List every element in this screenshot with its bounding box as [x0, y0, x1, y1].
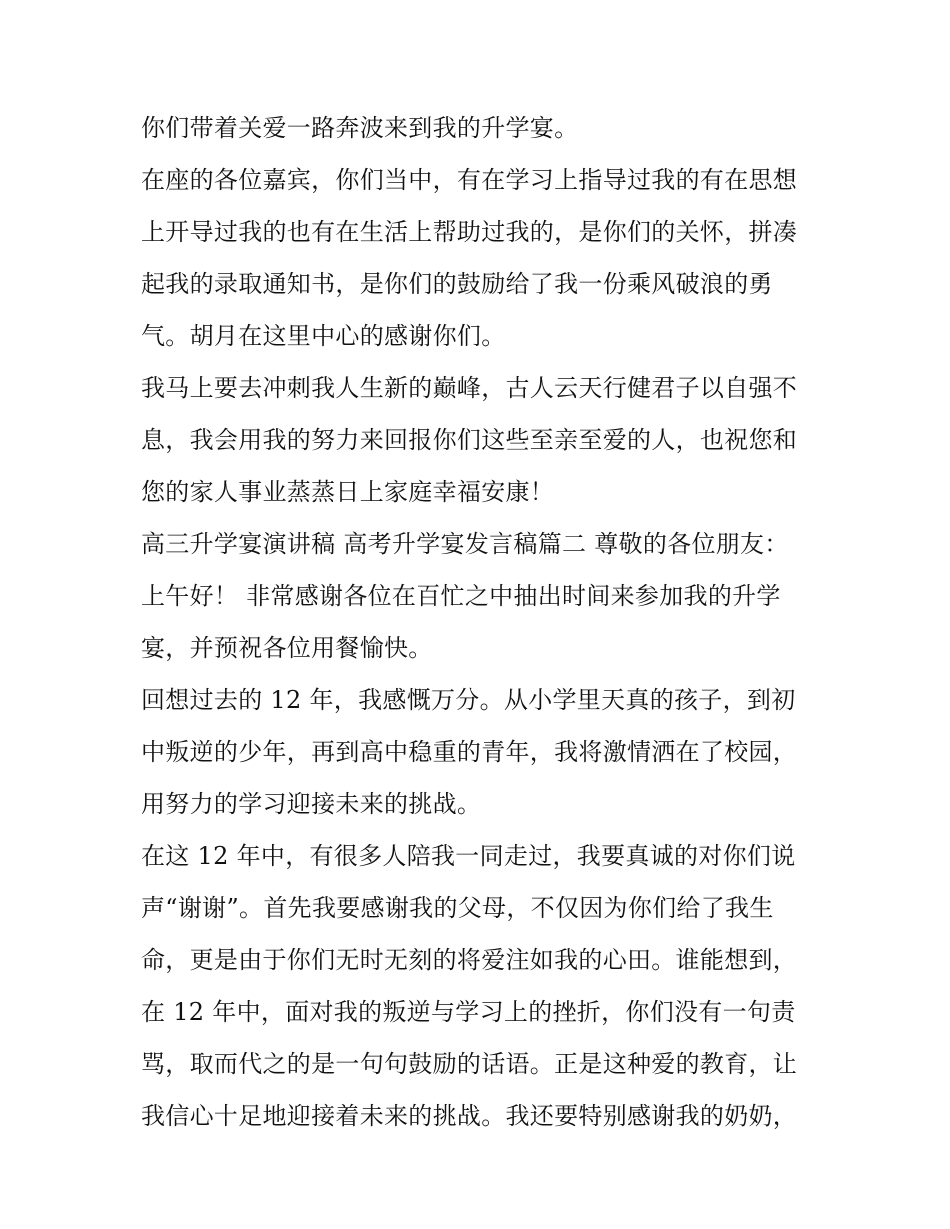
text-line: 息，我会用我的努力来回报你们这些至亲至爱的人，也祝您和	[141, 426, 798, 454]
text-line: 您的家人事业蒸蒸日上家庭幸福安康！	[141, 478, 555, 506]
text-line: 中叛逆的少年，再到高中稳重的青年，我将激情洒在了校园，	[141, 738, 798, 766]
text-line: 上午好！ 非常感谢各位在百忙之中抽出时间来参加我的升学	[141, 582, 781, 610]
text-line: 在座的各位嘉宾，你们当中，有在学习上指导过我的有在思想	[141, 166, 798, 194]
text-line: 气。胡月在这里中心的感谢你们。	[141, 322, 506, 350]
text-line: 声“谢谢”。首先我要感谢我的父母，不仅因为你们给了我生	[141, 894, 774, 922]
text-line: 宴，并预祝各位用餐愉快。	[141, 634, 433, 662]
text-line: 你们带着关爱一路奔波来到我的升学宴。	[141, 114, 579, 142]
text-line: 在 12 年中，面对我的叛逆与学习上的挫折，你们没有一句责	[141, 998, 796, 1026]
text-line: 我马上要去冲刺我人生新的巅峰，古人云天行健君子以自强不	[141, 374, 798, 402]
text-line: 我信心十足地迎接着未来的挑战。我还要特别感谢我的奶奶，	[141, 1102, 798, 1130]
text-line: 命，更是由于你们无时无刻的将爱注如我的心田。谁能想到，	[141, 946, 798, 974]
text-line: 起我的录取通知书，是你们的鼓励给了我一份乘风破浪的勇	[141, 270, 773, 298]
section-heading-line: 高三升学宴演讲稿 高考升学宴发言稿篇二 尊敬的各位朋友：	[141, 530, 789, 558]
text-line: 上开导过我的也有在生活上帮助过我的，是你们的关怀，拼凑	[141, 218, 798, 246]
text-line: 用努力的学习迎接未来的挑战。	[141, 790, 482, 818]
text-line: 回想过去的 12 年，我感慨万分。从小学里天真的孩子，到初	[141, 686, 796, 714]
text-line: 在这 12 年中，有很多人陪我一同走过，我要真诚的对你们说	[141, 842, 796, 870]
text-line: 骂，取而代之的是一句句鼓励的话语。正是这种爱的教育，让	[141, 1050, 798, 1078]
